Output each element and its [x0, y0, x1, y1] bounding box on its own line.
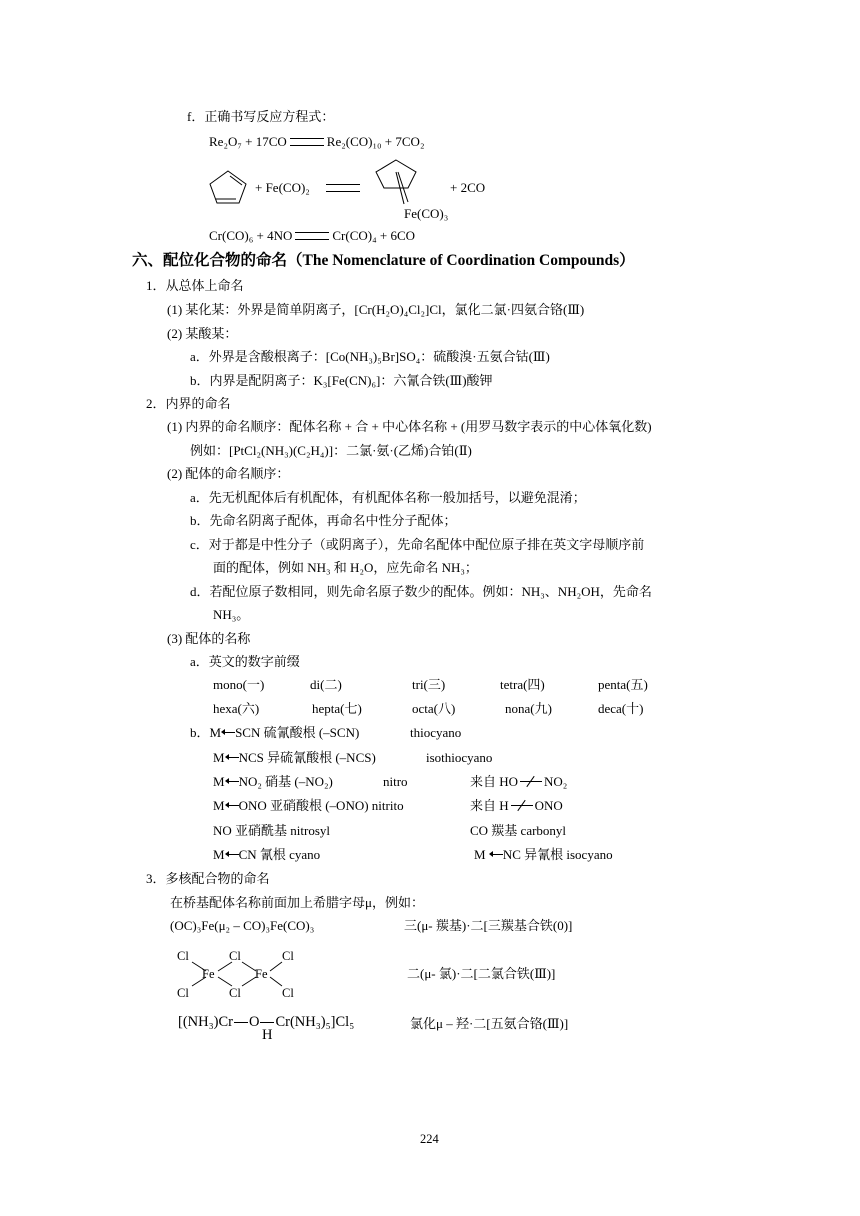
polynuclear-name-2: 二(μ- 氯)·二[二氯合铁(Ⅲ)]: [407, 966, 556, 981]
prefix-cell: hexa(六): [213, 701, 260, 716]
prefix-cell: penta(五): [598, 677, 648, 692]
item-3-intro: 在桥基配体名称前面加上希腊字母μ，例如：: [170, 895, 424, 910]
origin-left: 来自 HO: [470, 774, 519, 789]
item-2-2-c: c．对于都是中性分子（或阴离子），先命名配体中配位原子排在英文字母顺序前: [190, 537, 645, 552]
item-1-2-b: b．内界是配阴离子：K₃[Fe(CN)₆]：六氰合铁(Ⅲ)酸钾: [190, 373, 493, 388]
arrow-left-icon: [489, 850, 503, 858]
item-1-1: (1) 某化某：外界是简单阴离子，[Cr(H₂O)₄Cl₂]Cl，氯化二氯·四氨合铬(Ⅲ): [167, 302, 585, 317]
ligand-row-scn: [190, 725, 359, 741]
bond-line: [260, 1022, 274, 1023]
prefix-cell: hepta(七): [312, 701, 362, 716]
ligand-en: nitro: [383, 774, 408, 789]
section-title: 六、配位化合物的命名（The Nomenclature of Coordination Compounds）: [132, 252, 635, 269]
item-2-2: (2) 配体的命名顺序：: [167, 466, 290, 481]
ligand-en: thiocyano: [410, 725, 462, 740]
polynuclear-formula-1: (OC)₃Fe(μ₂ – CO)₃Fe(CO)₃: [170, 918, 315, 933]
ligand-row-nc: [474, 847, 613, 863]
equation-rhenium: [209, 134, 424, 150]
prefix-cell: tetra(四): [500, 677, 545, 692]
ligand-row-co: CO 羰基 carbonyl: [470, 823, 567, 838]
iron-atom: Fe: [255, 967, 268, 981]
subsection-1: 1．从总体上命名: [146, 278, 244, 293]
ligand-row-ono: [213, 798, 404, 814]
fe-co3-label: Fe(CO)₃: [404, 206, 449, 221]
item-1-2: (2) 某酸某：: [167, 326, 238, 341]
chlorine-atom: Cl: [282, 986, 294, 1000]
ligand-row-ncs: [213, 750, 376, 766]
item-label: b．M: [190, 725, 222, 740]
ligand-row-cn: [213, 847, 320, 863]
chlorine-atom: Cl: [177, 986, 189, 1000]
origin-right: NO₂: [544, 774, 568, 789]
bond-break-icon: [518, 776, 544, 786]
ligand-cn: NC 异氰根 isocyano: [502, 847, 613, 862]
ligand-origin: [470, 774, 567, 790]
arrow-left-icon: [225, 801, 239, 809]
chlorine-atom: Cl: [177, 949, 189, 963]
equals-sign: [290, 138, 324, 146]
origin-right: ONO: [534, 798, 563, 813]
bond-break-icon: [509, 800, 535, 810]
eq2-product: + 2CO: [450, 180, 486, 195]
ligand-row-no2: [213, 774, 333, 790]
chlorine-atom: Cl: [229, 949, 241, 963]
ligand-cn: NO₂ 硝基 (–NO₂): [238, 774, 333, 789]
item-1-2-a: a．外界是含酸根离子：[Co(NH₃)₅Br]SO₄：硫酸溴·五氨合钴(Ⅲ): [190, 349, 550, 364]
chlorine-atom: Cl: [229, 986, 241, 1000]
item-2-2-a: a．先无机配体后有机配体，有机配体名称一般加括号，以避免混淆；: [190, 490, 586, 505]
item-2-3-a: a．英文的数字前缀: [190, 654, 300, 669]
bond-line: [234, 1022, 248, 1023]
equation-right: Re₂(CO)₁₀ + 7CO₂: [326, 134, 425, 149]
subsection-2: 2．内界的命名: [146, 396, 231, 411]
cyclopentadienyl-iron-structure: [374, 158, 422, 204]
equals-sign: [323, 180, 363, 196]
item-2-2-d-cont: NH₃。: [213, 607, 250, 622]
formula-right: Cr(NH₃)₅]Cl₅: [275, 1014, 355, 1030]
reaction-heading: f．正确书写反应方程式：: [187, 109, 335, 124]
equation-left: Re₂O₇ + 17CO: [209, 134, 287, 149]
arrow-left-icon: [225, 850, 239, 858]
ligand-origin: [470, 798, 563, 814]
arrow-left-icon: [225, 777, 239, 785]
metal-label: M: [474, 847, 486, 862]
item-2-2-c-cont: 面的配体，例如 NH₃ 和 H₂O，应先命名 NH₃；: [213, 560, 478, 575]
ligand-row-no: NO 亚硝酰基 nitrosyl: [213, 823, 331, 838]
ligand-cn: CN 氰根 cyano: [238, 847, 321, 862]
equation-left: Cr(CO)₆ + 4NO: [209, 228, 293, 243]
equals-sign: [295, 232, 329, 240]
hydrogen-atom: H: [262, 1027, 273, 1043]
arrow-left-icon: [225, 753, 239, 761]
ligand-cn: ONO 亚硝酸根 (–ONO) nitrito: [238, 798, 404, 813]
item-2-1: (1) 内界的命名顺序：配体名称 + 合 + 中心体名称 + (用罗马数字表示的中心体氧化数): [167, 419, 652, 434]
equation-chromium: [209, 228, 415, 244]
metal-label: M: [213, 774, 225, 789]
prefix-cell: octa(八): [412, 701, 456, 716]
item-2-3: (3) 配体的名称: [167, 631, 251, 646]
page-number: 224: [420, 1132, 439, 1146]
arrow-left-icon: [221, 728, 235, 736]
metal-label: M: [213, 750, 225, 765]
metal-label: M: [213, 847, 225, 862]
ligand-cn: NCS 异硫氰酸根 (–NCS): [238, 750, 376, 765]
equation-right: Cr(CO)₄ + 6CO: [332, 228, 415, 243]
polynuclear-name-3: 氯化μ – 羟·二[五氨合铬(Ⅲ)]: [410, 1016, 569, 1031]
cyclopentadiene-structure: [208, 169, 248, 205]
prefix-cell: tri(三): [412, 677, 446, 692]
oxygen-atom: O: [248, 1014, 260, 1030]
chlorine-atom: Cl: [282, 949, 294, 963]
iron-atom: Fe: [202, 967, 215, 981]
polynuclear-name-1: 三(μ- 羰基)·二[三羰基合铁(0)]: [404, 918, 573, 933]
item-2-2-b: b．先命名阴离子配体，再命名中性分子配体；: [190, 513, 457, 528]
prefix-cell: mono(一): [213, 677, 265, 692]
ligand-en: isothiocyano: [426, 750, 493, 765]
origin-left: 来自 H: [470, 798, 509, 813]
prefix-cell: di(二): [310, 677, 342, 692]
formula-left: [(NH₃)Cr: [178, 1014, 233, 1030]
item-2-2-d: d．若配位原子数相同，则先命名原子数少的配体。例如：NH₃、NH₂OH，先命名: [190, 584, 652, 599]
item-2-1-example: 例如：[PtCl₂(NH₃)(C₂H₄)]：二氯·氨·(乙烯)合铂(Ⅱ): [190, 443, 472, 458]
metal-label: M: [213, 798, 225, 813]
ligand-cn: SCN 硫氰酸根 (–SCN): [235, 725, 360, 740]
eq2-reagent: + Fe(CO)₂: [255, 180, 310, 195]
prefix-cell: nona(九): [505, 701, 552, 716]
prefix-cell: deca(十): [598, 701, 644, 716]
subsection-3: 3．多核配合物的命名: [146, 871, 270, 886]
